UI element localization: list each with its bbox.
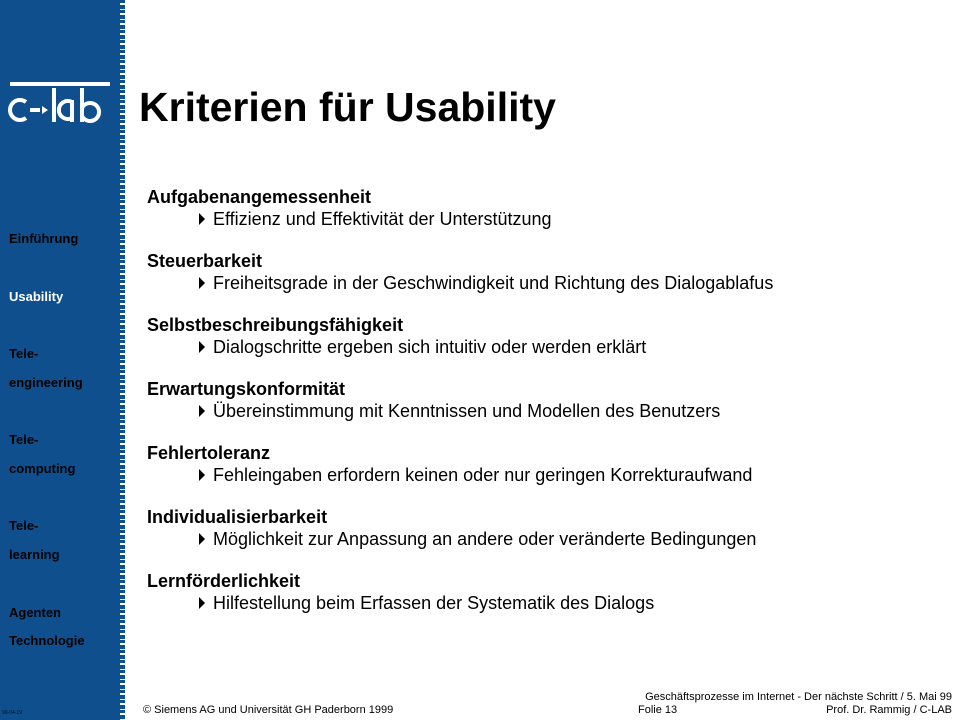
criterion-detail: Übereinstimmung mit Kenntnissen und Modellen des Benutzers xyxy=(213,401,721,421)
criterion-item xyxy=(147,314,947,358)
triangle-bullet-icon xyxy=(199,277,205,289)
nav-item-telecomputing-line2[interactable]: computing xyxy=(9,461,76,476)
triangle-bullet-icon xyxy=(199,405,205,417)
criterion-item xyxy=(147,506,947,550)
nav-item-agenten-line1[interactable]: Agenten xyxy=(9,605,61,620)
nav-item-agenten-line2[interactable]: Technologie xyxy=(9,633,85,648)
triangle-bullet-icon xyxy=(199,533,205,545)
nav-item-telecomputing-line1[interactable]: Tele- xyxy=(9,432,39,447)
clab-logo xyxy=(8,80,112,128)
nav-item-teleengineering-line2[interactable]: engineering xyxy=(9,375,83,390)
criterion-heading: Selbstbeschreibungsfähigkeit xyxy=(147,315,404,335)
footer-event: Geschäftsprozesse im Internet - Der nächste Schritt / 5. Mai 99 xyxy=(645,691,952,703)
criterion-detail: Hilfestellung beim Erfassen der Systematik des Dialogs xyxy=(213,593,655,613)
criterion-detail: Effizienz und Effektivität der Unterstützung xyxy=(213,209,552,229)
criterion-detail: Freiheitsgrade in der Geschwindigkeit und Richtung des Dialogablafus xyxy=(213,273,774,293)
nav-item-telelearning-line2[interactable]: learning xyxy=(9,547,60,562)
footer-copyright: © Siemens AG und Universität GH Paderborn 1999 xyxy=(143,704,394,716)
triangle-bullet-icon xyxy=(199,469,205,481)
triangle-bullet-icon xyxy=(199,341,205,353)
criterion-heading: Steuerbarkeit xyxy=(147,251,263,271)
triangle-bullet-icon xyxy=(199,213,205,225)
page-title: Kriterien für Usability xyxy=(139,84,556,130)
criterion-heading: Individualisierbarkeit xyxy=(147,507,328,527)
criterion-heading: Fehlertoleranz xyxy=(147,443,271,463)
triangle-bullet-icon xyxy=(199,597,205,609)
criterion-detail: Dialogschritte ergeben sich intuitiv oder werden erklärt xyxy=(213,337,647,357)
criterion-heading: Lernförderlichkeit xyxy=(147,571,301,591)
criterion-item xyxy=(147,378,947,422)
date-stamp: 99-04-19 xyxy=(2,710,23,716)
criterion-heading: Erwartungskonformität xyxy=(147,379,346,399)
sidebar xyxy=(0,0,122,720)
criterion-detail: Möglichkeit zur Anpassung an andere oder veränderte Bedingungen xyxy=(213,529,757,549)
nav-item-telelearning-line1[interactable]: Tele- xyxy=(9,518,39,533)
footer-slide-number: Folie 13 xyxy=(638,704,678,716)
criterion-item xyxy=(147,186,947,230)
nav-item-teleengineering-line1[interactable]: Tele- xyxy=(9,346,39,361)
nav-item-usability[interactable]: Usability xyxy=(9,289,64,304)
criterion-heading: Aufgabenangemessenheit xyxy=(147,187,372,207)
criterion-item xyxy=(147,250,947,294)
criterion-detail: Fehleingaben erfordern keinen oder nur geringen Korrekturaufwand xyxy=(213,465,753,485)
footer-author: Prof. Dr. Rammig / C-LAB xyxy=(826,704,952,716)
criterion-item xyxy=(147,570,947,614)
criterion-item xyxy=(147,442,947,486)
nav-item-einfuehrung[interactable]: Einführung xyxy=(9,231,79,246)
